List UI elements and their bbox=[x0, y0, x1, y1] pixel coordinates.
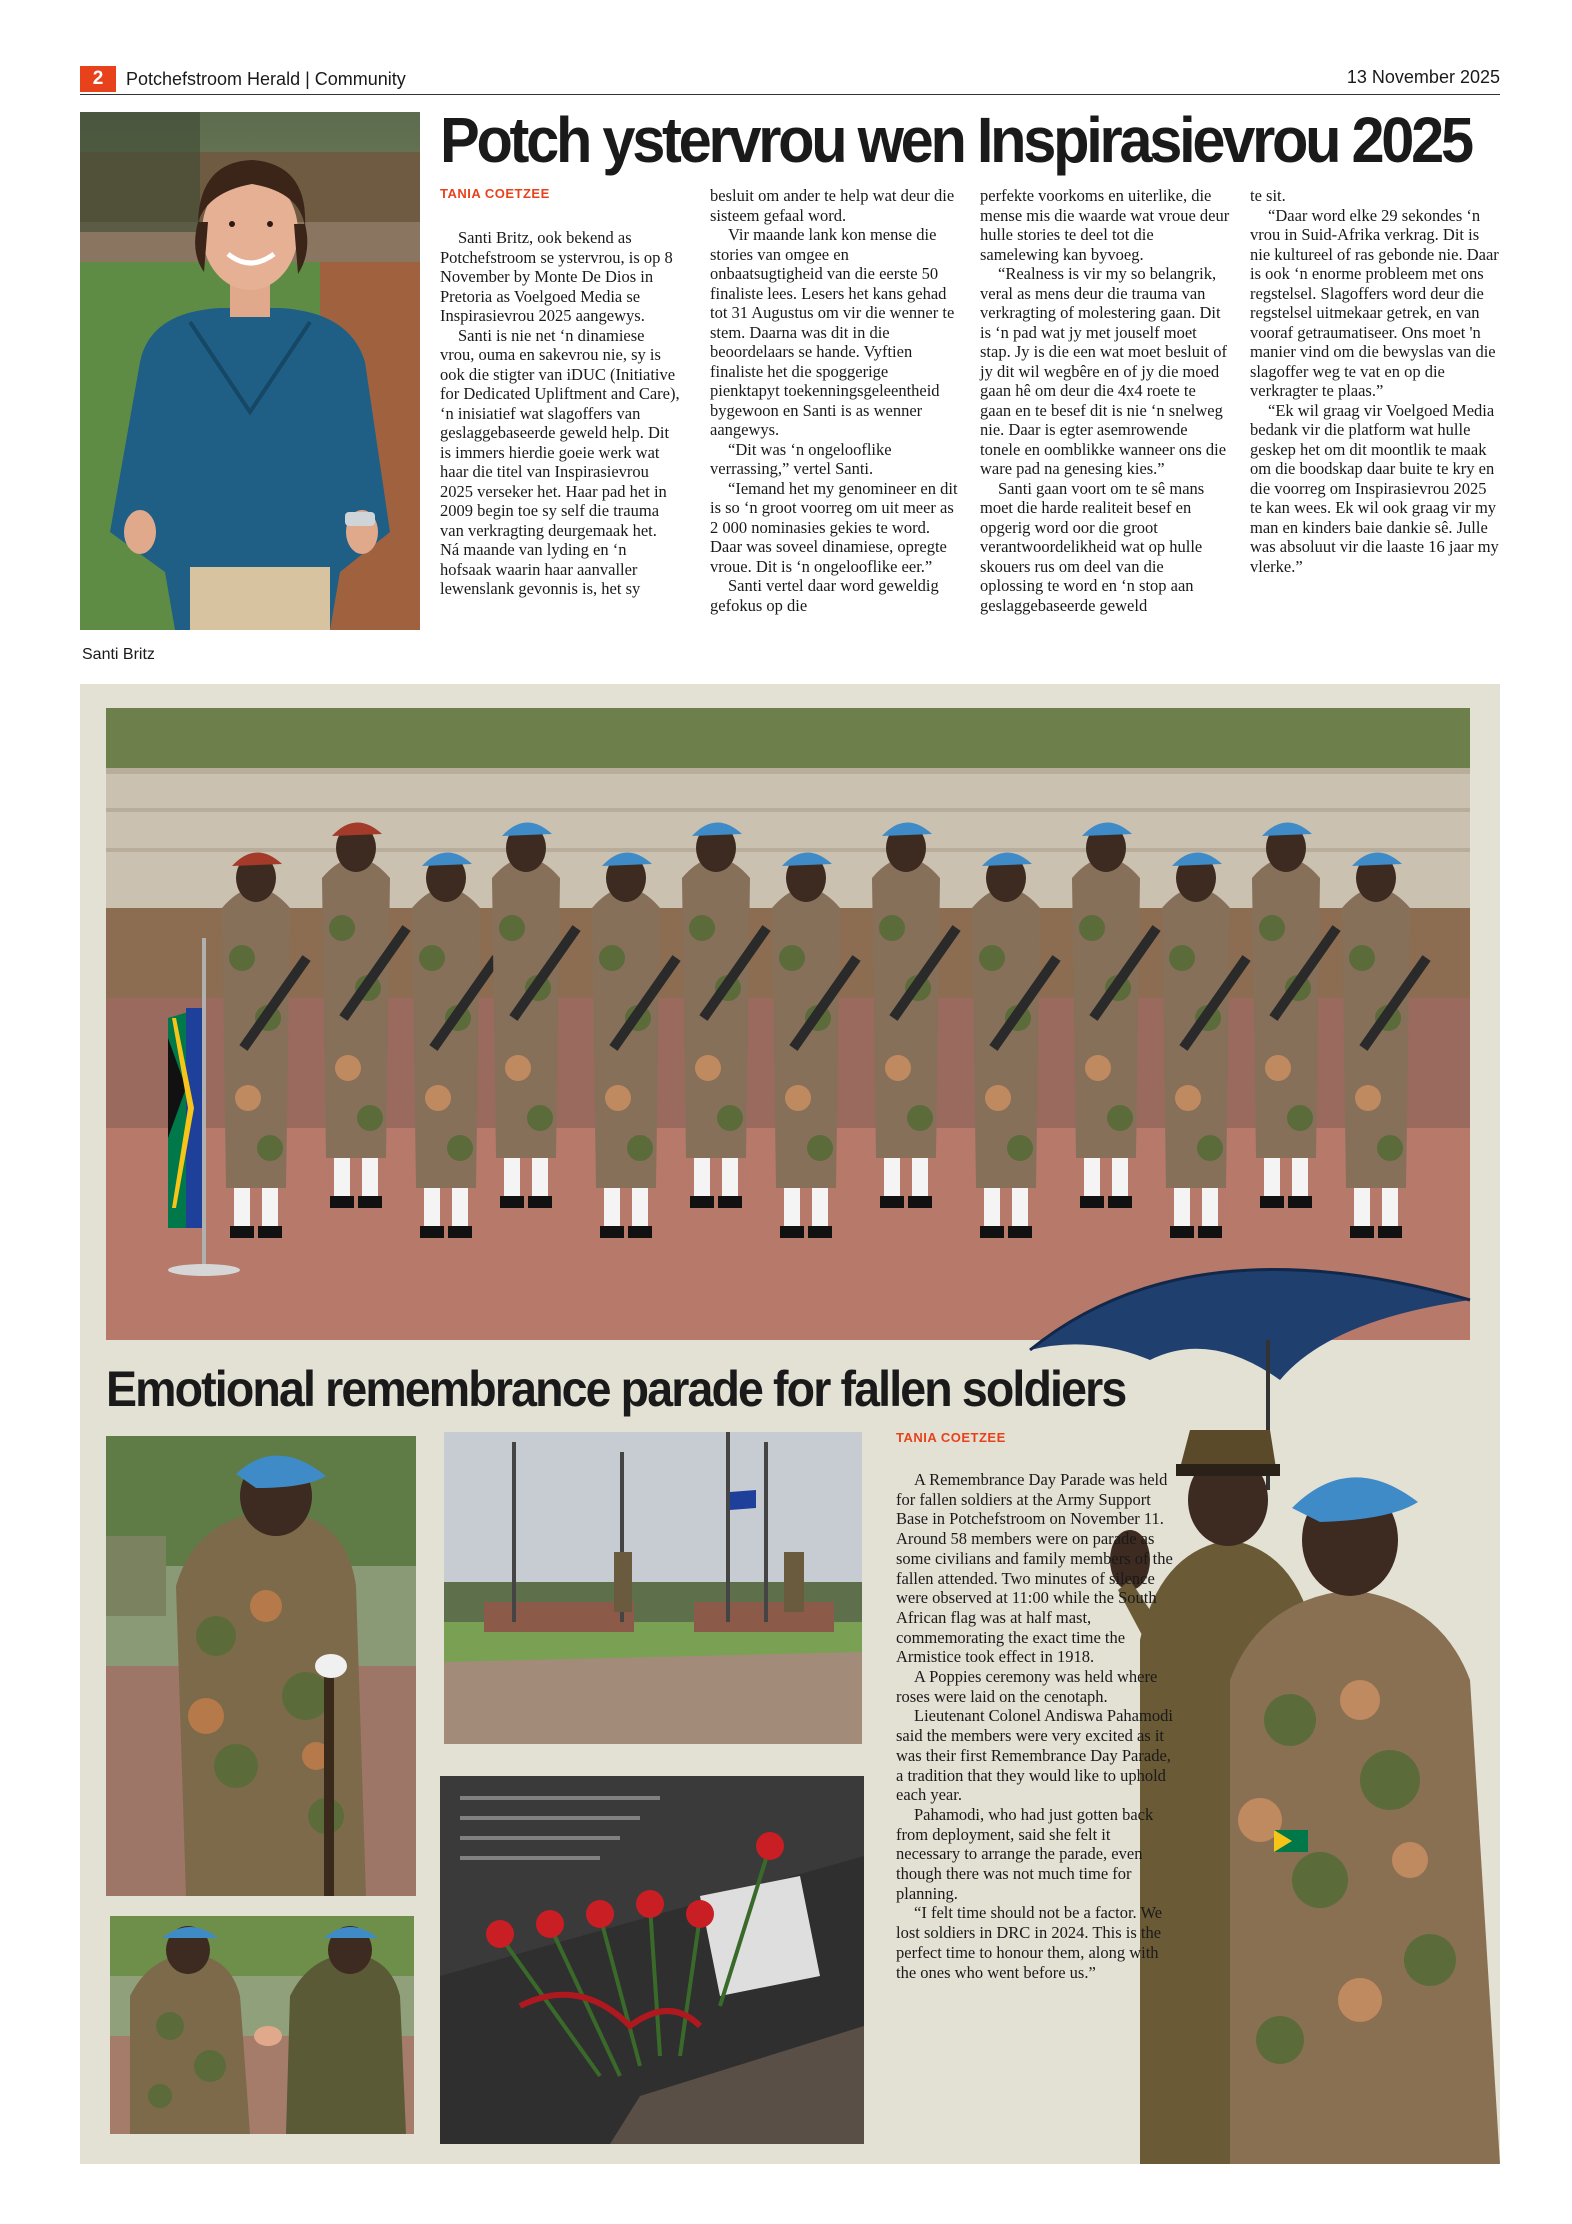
article-column-2 bbox=[710, 186, 960, 615]
santi-britz-photo bbox=[80, 112, 420, 630]
soldier-with-rifle-photo bbox=[106, 1436, 416, 1896]
article-column-1 bbox=[440, 228, 680, 599]
paragraph: Santi Britz, ook bekend as Potchefstroom se ystervrou, is op 8 November by Monte De Dios in Pretoria as Voelgoed Media se Inspirasievrou 2025 aangewys. bbox=[440, 228, 673, 325]
paragraph: “Dit was ‘n ongelooflike verrassing,” vertel Santi. bbox=[710, 439, 892, 478]
header-rule bbox=[80, 94, 1500, 95]
paragraph: A Remembrance Day Parade was held for fallen soldiers at the Army Support Base in Potchefstroom on November 11. Around 58 members were on parade as some civilians and family members of the fallen attended. Two minutes of silence were observed at 11:00 while the South African flag was at half mast, commemorating the exact time the Armistice took effect in 1918. bbox=[896, 1470, 1173, 1667]
article-byline: TANIA COETZEE bbox=[896, 1430, 1006, 1445]
paragraph: “Daar word elke 29 sekondes ‘n vrou in Suid-Afrika verkrag. Dit is nie kultureel of ras gebonde nie. Daar is ook ‘n enorme probleem met ons regstelsel. Slagoffers word deur die regstelsel uitmekaar getrek, en van vooraf getraumatiseer. Ons moet 'n manier vind om die bewyslas van die slagoffer weg te vat en op die verkragter te plaas.” bbox=[1250, 205, 1499, 400]
roses-on-cenotaph-photo bbox=[440, 1776, 864, 2144]
paragraph: perfekte voorkoms en uiterlike, die mense mis die waarde wat vroue deur hulle stories te deel tot die samelewing kan byvoeg. bbox=[980, 186, 1230, 264]
paragraph: Santi is nie net ‘n dinamiese vrou, ouma en sakevrou nie, sy is ook die stigter van iDUC (Initiative for Dedicated Upliftment and Care), ‘n inisiatief wat slagoffers van geslaggebaseerde geweld help. Dit is immers hierdie goeie werk wat haar die titel van Inspirasievrou 2025 verseker het. Haar pad het in 2009 begin toe sy self die trauma van verkragting deurgemaak het. Ná maande van lyding en ‘n hofsaak waarin haar aanvaller lewenslank gevonnis is, het sy bbox=[440, 325, 680, 598]
photo-caption: Santi Britz bbox=[82, 646, 155, 663]
paragraph: A Poppies ceremony was held where roses were laid on the cenotaph. bbox=[896, 1667, 1158, 1706]
article-headline: Emotional remembrance parade for fallen soldiers bbox=[106, 1361, 1126, 1417]
paragraph: “Realness is vir my so belangrik, veral as mens deur die trauma van verkragting of molestering gaan. Dit is ‘n pad wat jy met jouself moet stap. Jy is die een wat moet besluit of jy dit wil wegbêre en of jy die moed gaan hê om deur die 4x4 roete te gaan en te besef dit is nie ‘n snelweg nie. Daar is egter asemrowende tonele en oomblikke wanneer ons die ware pad na genesing kies.” bbox=[980, 264, 1227, 478]
paragraph: te sit. bbox=[1250, 186, 1286, 205]
paragraph: Lieutenant Colonel Andiswa Pahamodi said the members were very excited as it was their first Remembrance Day Parade, a tradition that they would like to uphold each year. bbox=[896, 1706, 1173, 1805]
article-column-body bbox=[896, 1470, 1178, 1982]
issue-date: 13 November 2025 bbox=[1346, 67, 1500, 87]
publication-name: Potchefstroom Herald | Community bbox=[126, 69, 406, 89]
article-headline: Potch ystervrou wen Inspirasievrou 2025 bbox=[440, 104, 1471, 176]
page-number: 2 bbox=[80, 66, 116, 92]
paragraph: “I felt time should not be a factor. We lost soldiers in DRC in 2024. This is the perfect time to honour them, along with the ones who went before us.” bbox=[896, 1903, 1163, 1982]
paragraph: “Iemand het my genomineer en dit is so ‘n groot voorreg om uit meer as 2 000 nominasies gekies te word. Daar was soveel dinamiese, opregte vroue. Dit is ‘n ongelooflike eer.” bbox=[710, 478, 958, 576]
article-column-4 bbox=[1250, 186, 1500, 576]
flag-mast-photo bbox=[444, 1432, 862, 1744]
paragraph: Santi gaan voort om te sê mans moet die harde realiteit besef en opgerig word oor die groot verantwoordelikheid wat op hulle skouers rus om deel van die oplossing te word en ‘n stop aan geslaggebaseerde geweld bbox=[980, 478, 1205, 615]
paragraph: Pahamodi, who had just gotten back from deployment, said she felt it necessary to arrange the parade, even though there was not much time for planning. bbox=[896, 1804, 1154, 1903]
paragraph: besluit om ander te help wat deur die sisteem gefaal word. bbox=[710, 186, 955, 225]
article-byline: TANIA COETZEE bbox=[440, 186, 550, 201]
paragraph: Vir maande lank kon mense die stories van omgee en onbaatsugtigheid van die eerste 50 finaliste lees. Lesers het kans gehad tot 31 Augustus om vir die wenner te stem. Daarna was dit in die beoordelaars se hande. Vyftien finaliste het die spoggerige pienktapyt toekenningsgeleentheid bygewoon en Santi is as wenner aangewys. bbox=[710, 225, 955, 439]
paragraph: “Ek wil graag vir Voelgoed Media bedank vir die platform wat hulle geskep het om dit moontlik te maak om die boodskap daar buite te kry en die voorreg om Inspirasievrou 2025 te kan wees. Ek wil ook graag vir my man en kinders baie dankie sê. Julle was absoluut vir die laaste 16 jaar my vlerke.” bbox=[1250, 400, 1499, 576]
handshake-photo bbox=[110, 1916, 414, 2134]
article-column-3 bbox=[980, 186, 1230, 615]
paragraph: Santi vertel daar word geweldig gefokus op die bbox=[710, 576, 939, 615]
